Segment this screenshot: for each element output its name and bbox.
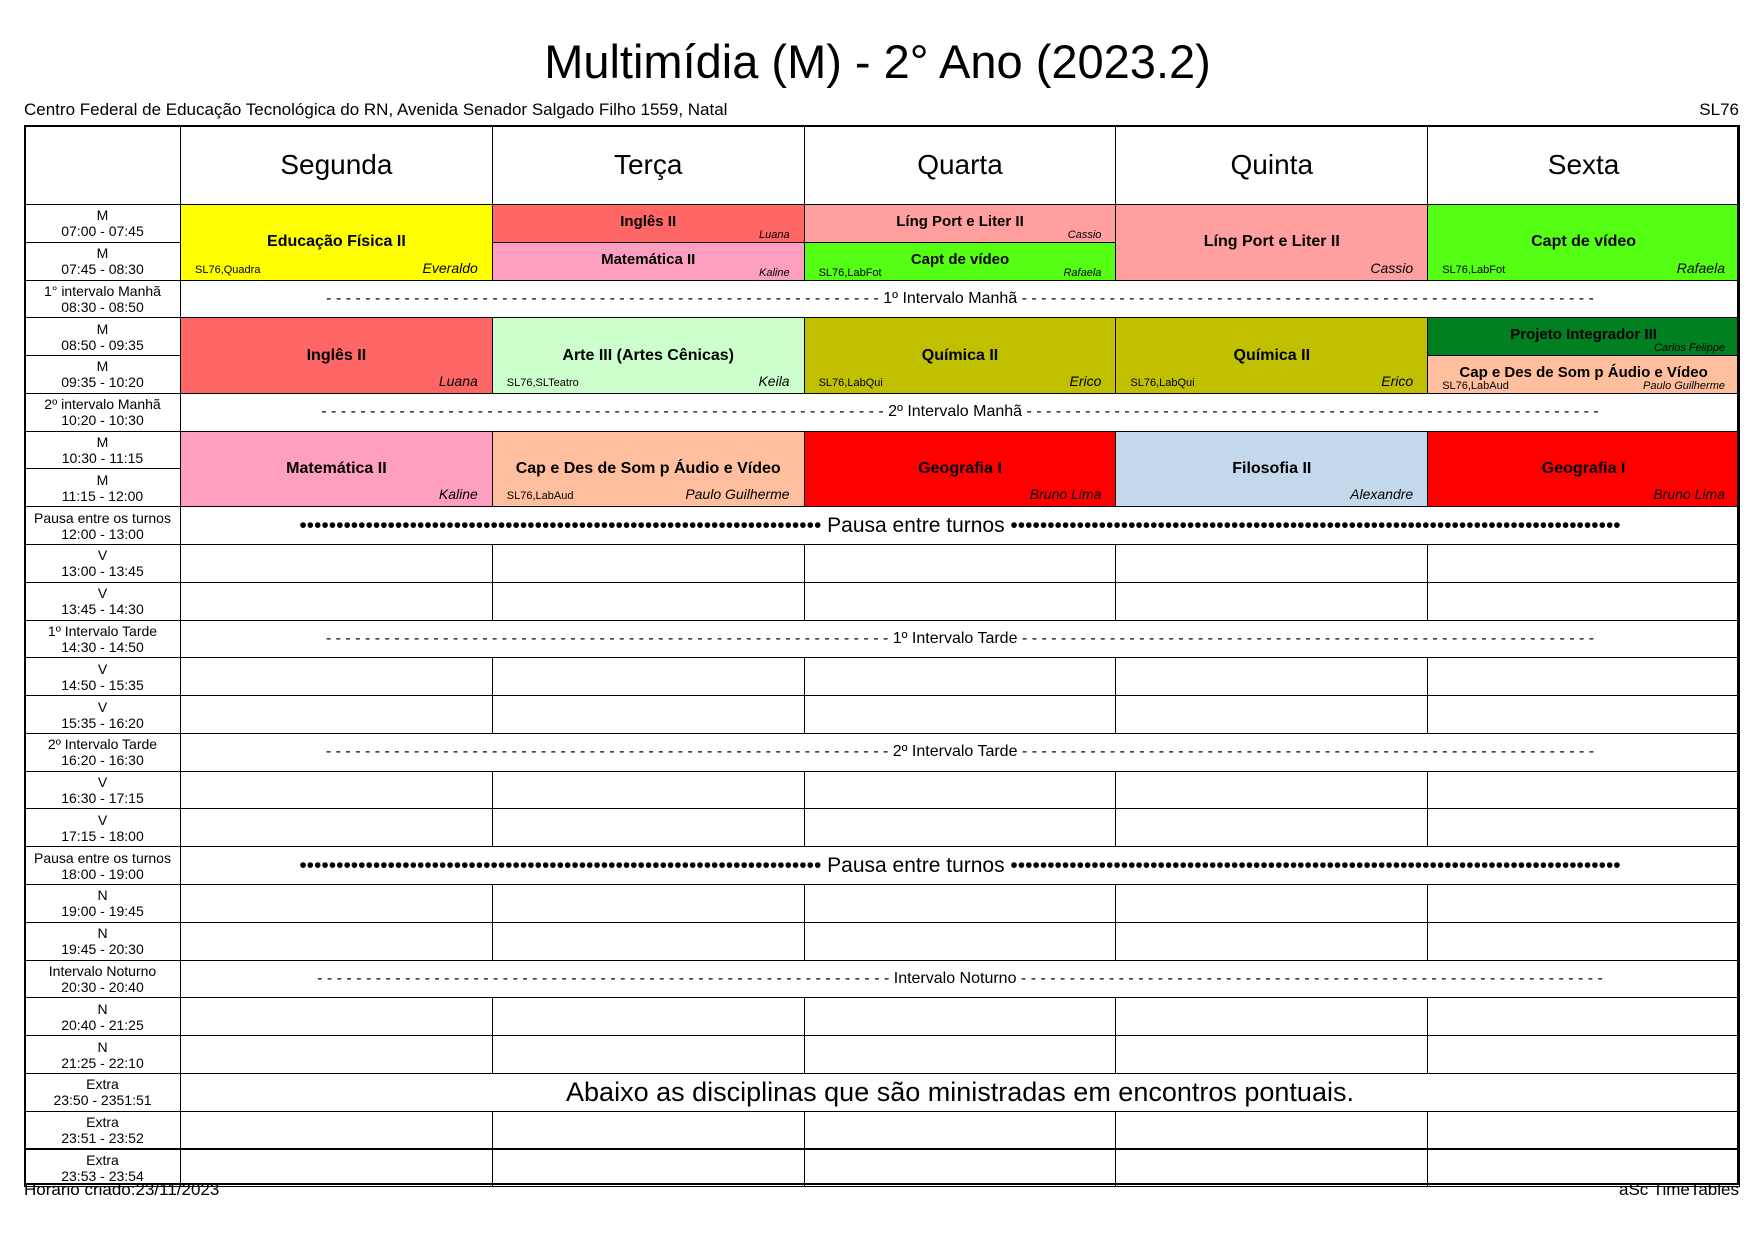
time-slot: [24, 922, 181, 961]
break-band: ••••••••••••••••••••••••••••••••••••••••••••••••••••••••••••••••••••••• Pausa entre turnos •••••••••••••••••••••••••••••••••••••••••••••••••••••••••••••••••••••••••••••••••••: [180, 506, 1740, 545]
timetable-cell[interactable]: [1115, 657, 1428, 696]
time-slot-label: M: [96, 358, 109, 375]
timetable-cell[interactable]: [180, 582, 493, 621]
time-slot-time: 14:50 - 15:35: [61, 676, 144, 693]
time-slot: [24, 846, 181, 885]
lesson-card[interactable]: [804, 242, 1117, 281]
time-slot-label: Pausa entre os turnos: [34, 509, 171, 526]
timetable-cell[interactable]: [1115, 1035, 1428, 1074]
timetable-cell[interactable]: [1115, 884, 1428, 923]
time-slot-label: V: [97, 774, 108, 791]
time-slot: [24, 733, 181, 772]
lesson-subject: Matemática II: [601, 250, 696, 268]
time-slot-label: Intervalo Noturno: [48, 962, 157, 979]
timetable-cell[interactable]: [180, 657, 493, 696]
lesson-teacher: Erico: [1069, 372, 1102, 389]
break-band: - - - - - - - - - - - - - - - - - - - - - - - - - - - - - - - - - - - - - - - - - - - - - - - - - - - - - - - - - - 2º Intervalo Manhã - - - - - - - - - - - - - - - - - - - - - - - - - - - - - - - - - - - - - - - - - - - - - - - - - - - - - - - - - - -: [180, 393, 1740, 432]
time-slot-label: V: [97, 585, 108, 602]
timetable-cell[interactable]: [492, 1111, 805, 1150]
time-slot-label: Extra: [86, 1076, 119, 1093]
timetable-cell[interactable]: [804, 771, 1117, 810]
timetable-cell[interactable]: [1427, 997, 1740, 1036]
time-slot: [24, 960, 181, 999]
time-slot-label: V: [97, 660, 108, 677]
time-slot: [24, 393, 181, 432]
time-slot-time: 20:40 - 21:25: [61, 1016, 144, 1033]
timetable-cell[interactable]: [492, 582, 805, 621]
lesson-card[interactable]: [1115, 431, 1428, 508]
page-title: Multimídia (M) - 2° Ano (2023.2): [544, 35, 1211, 88]
time-slot-time: 21:25 - 22:10: [61, 1054, 144, 1071]
time-slot: [24, 317, 181, 356]
timetable-cell[interactable]: [492, 657, 805, 696]
lesson-room: SL76,LabFot: [1442, 263, 1506, 276]
lesson-room: SL76,LabAud: [506, 490, 574, 503]
break-band: - - - - - - - - - - - - - - - - - - - - - - - - - - - - - - - - - - - - - - - - - - - - - - - - - - - - - - - - - - - Intervalo Noturno - - - - - - - - - - - - - - - - - - - - - - - - - - - - - - - - - - - - - - - - - - - - - - - - - - - - - - - - - - - -: [180, 960, 1740, 999]
timetable-cell[interactable]: [180, 808, 493, 847]
time-slot-label: N: [97, 1038, 108, 1055]
lesson-teacher: Bruno Lima: [1029, 486, 1102, 503]
corner-cell: [24, 125, 181, 205]
lesson-teacher: Rafaela: [1676, 259, 1725, 276]
time-slot-time: 10:20 - 10:30: [61, 412, 144, 429]
lesson-teacher: Cassio: [1067, 228, 1102, 241]
time-slot-label: N: [97, 1000, 108, 1017]
timetable-cell[interactable]: [492, 922, 805, 961]
lesson-room: SL76,LabQui: [1130, 376, 1195, 389]
time-slot: [24, 1073, 181, 1112]
time-slot: [24, 695, 181, 734]
timetable-cell[interactable]: [1427, 1111, 1740, 1150]
lesson-subject: Capt de vídeo: [910, 250, 1010, 268]
break-band: - - - - - - - - - - - - - - - - - - - - - - - - - - - - - - - - - - - - - - - - - - - - - - - - - - - - - - - - - - 1º Intervalo Tarde - - - - - - - - - - - - - - - - - - - - - - - - - - - - - - - - - - - - - - - - - - - - - - - - - - - - - - - - - - -: [180, 620, 1740, 659]
lesson-subject: Educação Física II: [267, 233, 406, 251]
timetable-cell[interactable]: [1115, 1149, 1428, 1188]
time-slot-time: 23:51 - 23:52: [61, 1130, 144, 1147]
timetable-cell[interactable]: [1427, 657, 1740, 696]
lesson-teacher: Bruno Lima: [1653, 486, 1725, 503]
timetable-cell[interactable]: [1427, 695, 1740, 734]
lesson-card[interactable]: [492, 242, 805, 281]
time-slot-time: 16:20 - 16:30: [61, 752, 144, 769]
time-slot: [24, 468, 181, 507]
day-header-4: Sexta: [1427, 125, 1740, 205]
time-slot-time: 16:30 - 17:15: [61, 790, 144, 807]
timetable-cell[interactable]: [492, 997, 805, 1036]
lesson-room: SL76,LabFot: [818, 266, 882, 279]
lesson-subject: Arte III (Artes Cênicas): [562, 346, 734, 364]
time-slot-time: 07:45 - 08:30: [61, 261, 144, 278]
timetable-cell[interactable]: [1427, 582, 1740, 621]
lesson-card[interactable]: [180, 431, 493, 508]
timetable-cell[interactable]: [1115, 582, 1428, 621]
timetable-cell[interactable]: [1427, 808, 1740, 847]
time-slot-label: M: [96, 207, 109, 224]
lesson-card[interactable]: [1427, 355, 1740, 394]
lesson-subject: Matemática II: [286, 459, 387, 477]
lesson-subject: Química II: [921, 346, 999, 364]
lesson-teacher: Luana: [759, 228, 790, 241]
time-slot: [24, 884, 181, 923]
lesson-subject: Projeto Integrador III: [1510, 326, 1657, 344]
timetable-cell[interactable]: [1427, 544, 1740, 583]
institution-address: Centro Federal de Educação Tecnológica do RN, Avenida Senador Salgado Filho 1559, Natal: [24, 100, 728, 119]
time-slot-time: 19:45 - 20:30: [61, 941, 144, 958]
lesson-teacher: Carlos Felippe: [1654, 342, 1725, 355]
lesson-subject: Inglês II: [306, 346, 367, 364]
timetable-cell[interactable]: [1115, 771, 1428, 810]
timetable-cell[interactable]: [804, 884, 1117, 923]
time-slot: [24, 280, 181, 319]
lesson-subject: Cap e Des de Som p Áudio e Vídeo: [515, 459, 781, 477]
room-code: SL76: [1699, 100, 1739, 119]
time-slot: [24, 544, 181, 583]
time-slot-label: M: [96, 434, 109, 451]
time-slot-time: 18:00 - 19:00: [61, 865, 144, 882]
lesson-room: SL76,SLTeatro: [506, 376, 579, 389]
time-slot: [24, 657, 181, 696]
lesson-card[interactable]: [1115, 204, 1428, 281]
day-header-3: Quinta: [1115, 125, 1428, 205]
software-credit: aSc TimeTables: [1619, 1180, 1739, 1199]
time-slot: [24, 242, 181, 281]
day-header-1: Terça: [492, 125, 805, 205]
lesson-card[interactable]: [492, 204, 805, 243]
lesson-room: SL76,LabAud: [1442, 379, 1509, 392]
day-header-0: Segunda: [180, 125, 493, 205]
timetable-cell[interactable]: [1427, 771, 1740, 810]
time-slot-label: 2º intervalo Manhã: [44, 396, 161, 413]
created-date: Horário criado:23/11/2023: [24, 1180, 220, 1199]
time-slot-label: V: [97, 811, 108, 828]
timetable-cell[interactable]: [492, 884, 805, 923]
lesson-subject: Cap e Des de Som p Áudio e Vídeo: [1459, 363, 1708, 381]
time-slot: [24, 204, 181, 243]
time-slot: [24, 997, 181, 1036]
time-slot: [24, 620, 181, 659]
time-slot-time: 11:15 - 12:00: [61, 487, 144, 504]
timetable-cell[interactable]: [804, 582, 1117, 621]
time-slot: [24, 808, 181, 847]
lesson-subject: Geografia I: [918, 459, 1002, 477]
lesson-subject: Líng Port e Liter II: [896, 212, 1024, 230]
day-header-2: Quarta: [804, 125, 1117, 205]
time-slot-time: 17:15 - 18:00: [61, 827, 144, 844]
lesson-teacher: Luana: [438, 372, 478, 389]
time-slot: [24, 1111, 181, 1150]
time-slot-time: 10:30 - 11:15: [61, 450, 144, 467]
lesson-card[interactable]: [180, 204, 493, 281]
lesson-subject: Química II: [1233, 346, 1311, 364]
time-slot-label: N: [97, 887, 108, 904]
time-slot-label: V: [97, 547, 108, 564]
time-slot-label: N: [97, 925, 108, 942]
time-slot: [24, 506, 181, 545]
lesson-card[interactable]: [492, 317, 805, 394]
time-slot: [24, 431, 181, 470]
timetable-cell[interactable]: [180, 922, 493, 961]
lesson-card[interactable]: [1427, 204, 1740, 281]
lesson-subject: Inglês II: [620, 212, 677, 230]
break-band: ••••••••••••••••••••••••••••••••••••••••••••••••••••••••••••••••••••••• Pausa entre turnos •••••••••••••••••••••••••••••••••••••••••••••••••••••••••••••••••••••••••••••••••••: [180, 846, 1740, 885]
lesson-teacher: Paulo Guilherme: [1643, 379, 1725, 392]
time-slot-label: Pausa entre os turnos: [34, 849, 171, 866]
lesson-teacher: Rafaela: [1063, 266, 1102, 279]
time-slot-label: M: [96, 320, 109, 337]
timetable-cell[interactable]: [180, 997, 493, 1036]
time-slot-time: 12:00 - 13:00: [61, 525, 144, 542]
timetable-cell[interactable]: [804, 544, 1117, 583]
break-band: - - - - - - - - - - - - - - - - - - - - - - - - - - - - - - - - - - - - - - - - - - - - - - - - - - - - - - - - - - 2º Intervalo Tarde - - - - - - - - - - - - - - - - - - - - - - - - - - - - - - - - - - - - - - - - - - - - - - - - - - - - - - - - - - -: [180, 733, 1740, 772]
time-slot: [24, 1035, 181, 1074]
lesson-room: SL76,LabQui: [818, 376, 883, 389]
time-slot: [24, 771, 181, 810]
lesson-subject: Geografia I: [1541, 459, 1626, 477]
time-slot-label: V: [97, 698, 108, 715]
time-slot-time: 13:00 - 13:45: [61, 563, 144, 580]
timetable-cell[interactable]: [804, 695, 1117, 734]
lesson-teacher: Everaldo: [422, 259, 478, 276]
timetable-cell[interactable]: [180, 771, 493, 810]
break-band: - - - - - - - - - - - - - - - - - - - - - - - - - - - - - - - - - - - - - - - - - - - - - - - - - - - - - - - - - 1º Intervalo Manhã - - - - - - - - - - - - - - - - - - - - - - - - - - - - - - - - - - - - - - - - - - - - - - - - - - - - - - - - - - -: [180, 280, 1740, 319]
time-slot-time: 13:45 - 14:30: [61, 601, 144, 618]
lesson-teacher: Kaline: [438, 486, 478, 503]
lesson-card[interactable]: [1427, 317, 1740, 356]
lesson-subject: Filosofia II: [1232, 459, 1312, 477]
timetable-cell[interactable]: [492, 1149, 805, 1188]
time-slot-time: 08:30 - 08:50: [61, 298, 144, 315]
time-slot-label: Extra: [86, 1114, 119, 1131]
time-slot-time: 15:35 - 16:20: [61, 714, 144, 731]
lesson-room: SL76,Quadra: [195, 263, 261, 276]
lesson-subject: Líng Port e Liter II: [1203, 233, 1340, 251]
lesson-card[interactable]: [804, 317, 1117, 394]
time-slot-time: 07:00 - 07:45: [61, 223, 144, 240]
timetable-cell[interactable]: [1427, 922, 1740, 961]
lesson-teacher: Erico: [1381, 372, 1414, 389]
timetable-cell[interactable]: [180, 1035, 493, 1074]
lesson-card[interactable]: [1427, 431, 1740, 508]
timetable-cell[interactable]: [180, 1111, 493, 1150]
lesson-subject: Capt de vídeo: [1531, 233, 1637, 251]
timetable-cell[interactable]: [180, 544, 493, 583]
time-slot-time: 20:30 - 20:40: [61, 978, 144, 995]
timetable-cell[interactable]: [492, 544, 805, 583]
time-slot-time: 09:35 - 10:20: [61, 374, 144, 391]
timetable-cell[interactable]: [1115, 1111, 1428, 1150]
timetable-cell[interactable]: [492, 771, 805, 810]
lesson-teacher: Kaline: [759, 266, 790, 279]
timetable-cell[interactable]: [804, 1111, 1117, 1150]
timetable-cell[interactable]: [492, 1035, 805, 1074]
timetable-cell[interactable]: [1427, 1035, 1740, 1074]
timetable-cell[interactable]: [804, 657, 1117, 696]
time-slot-time: 14:30 - 14:50: [61, 638, 144, 655]
lesson-card[interactable]: [180, 317, 493, 394]
lesson-teacher: Alexandre: [1350, 486, 1414, 503]
timetable-cell[interactable]: [804, 1035, 1117, 1074]
time-slot-label: Extra: [86, 1151, 119, 1168]
lesson-teacher: Cassio: [1370, 259, 1414, 276]
timetable-cell[interactable]: [1115, 695, 1428, 734]
time-slot-label: M: [96, 471, 109, 488]
timetable-cell[interactable]: [1427, 884, 1740, 923]
lesson-card[interactable]: [804, 431, 1117, 508]
time-slot-time: 23:50 - 2351:51: [53, 1092, 152, 1109]
timetable-cell[interactable]: [492, 808, 805, 847]
timetable-cell[interactable]: [1115, 544, 1428, 583]
timetable-cell[interactable]: [804, 808, 1117, 847]
time-slot-label: M: [96, 245, 109, 262]
timetable-cell[interactable]: [180, 695, 493, 734]
time-slot-time: 19:00 - 19:45: [61, 903, 144, 920]
time-slot-label: 1º Intervalo Tarde: [47, 622, 158, 639]
timetable-cell[interactable]: [804, 997, 1117, 1036]
time-slot: [24, 355, 181, 394]
time-slot-time: 08:50 - 09:35: [61, 336, 144, 353]
lesson-teacher: Paulo Guilherme: [685, 486, 790, 503]
timetable-cell[interactable]: [804, 1149, 1117, 1188]
timetable-cell[interactable]: [180, 1149, 493, 1188]
lesson-teacher: Keila: [758, 372, 790, 389]
lesson-card[interactable]: [492, 431, 805, 508]
timetable-cell[interactable]: [1115, 922, 1428, 961]
time-slot-time: 23:53 - 23:54: [61, 1167, 144, 1184]
lesson-card[interactable]: [1115, 317, 1428, 394]
timetable-cell[interactable]: [804, 922, 1117, 961]
time-slot-label: 2º Intervalo Tarde: [47, 736, 158, 753]
timetable-cell[interactable]: [1115, 997, 1428, 1036]
break-band: Abaixo as disciplinas que são ministradas em encontros pontuais.: [180, 1073, 1740, 1112]
time-slot: [24, 582, 181, 621]
time-slot-label: 1° intervalo Manhã: [44, 282, 161, 299]
lesson-card[interactable]: [804, 204, 1117, 243]
timetable-cell[interactable]: [492, 695, 805, 734]
timetable-cell[interactable]: [180, 884, 493, 923]
timetable-cell[interactable]: [1115, 808, 1428, 847]
